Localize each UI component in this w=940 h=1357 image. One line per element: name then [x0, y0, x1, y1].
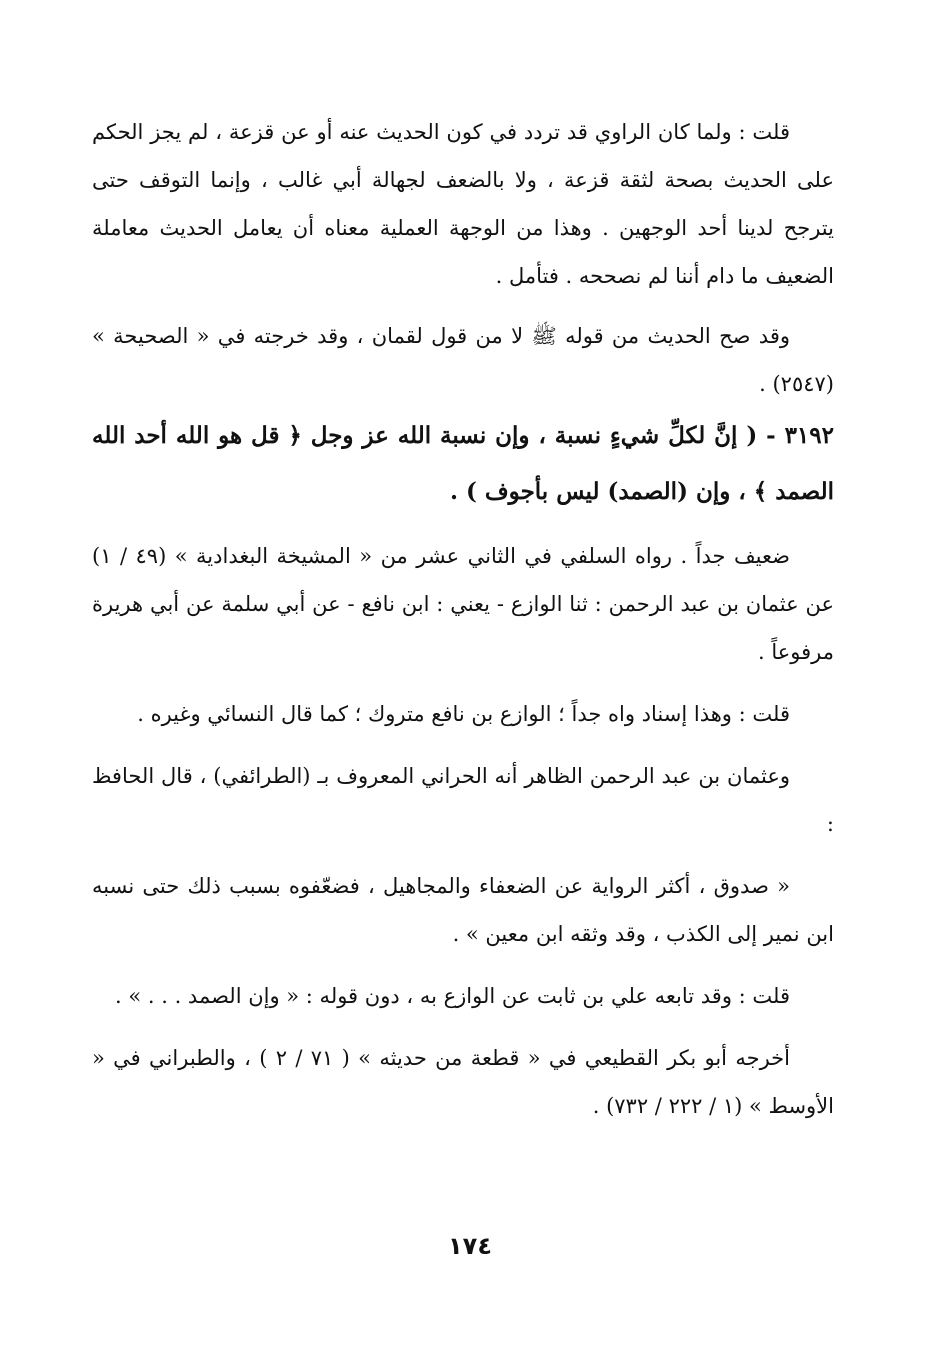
- page-number: ١٧٤: [448, 1232, 492, 1260]
- paragraph-takhrij: أخرجه أبو بكر القطيعي في « قطعة من حديثه » ( ٧١ / ٢ ) ، والطبراني في « الأوسط » (١ / ٢٢٢ / ٧٣٢) .: [92, 1046, 834, 1118]
- paragraph-hafiz-quote: « صدوق ، أكثر الرواية عن الضعفاء والمجاهيل ، فضعّفوه بسبب ذلك حتى نسبه ابن نمير إلى الكذب ، وقد وثقه ابن معين » .: [92, 874, 834, 946]
- paragraph-grading: ضعيف جداً . رواه السلفي في الثاني عشر من « المشيخة البغدادية » (٤٩ / ١) عن عثمان بن عبد الرحمن : ثنا الوازع - يعني : ابن نافع - عن أبي سلمة عن أبي هريرة مرفوعاً .: [92, 544, 834, 664]
- hadith-title: ٣١٩٢ - ( إنَّ لكلِّ شيءٍ نسبة ، وإن نسبة الله عز وجل ﴿ قل هو الله أحد الله الصمد ﴾ ، وإن (الصمد) ليس بأجوف ) .: [92, 422, 834, 505]
- paragraph-narrator-note: وعثمان بن عبد الرحمن الظاهر أنه الحراني المعروف بـ (الطرائفي) ، قال الحافظ :: [92, 764, 834, 836]
- paragraph-mutabaa: قلت : وقد تابعه علي بن ثابت عن الوازع به ، دون قوله : « وإن الصمد . . . » .: [115, 984, 790, 1008]
- paragraph-commentary-1: قلت : ولما كان الراوي قد تردد في كون الحديث عنه أو عن قزعة ، لم يجز الحكم على الحديث بصحة لثقة قزعة ، ولا بالضعف لجهالة أبي غالب ، وإنما التوقف حتى يترجح لدينا أحد الوجهين . وهذا من الوجهة العملية معناه أن يعامل الحديث معاملة الضعيف ما دام أننا لم نصححه . فتأمل .: [92, 120, 834, 288]
- paragraph-commentary-2: وقد صح الحديث من قوله ﷺ لا من قول لقمان ، وقد خرجته في « الصحيحة » (٢٥٤٧) .: [92, 324, 834, 396]
- paragraph-isnad-note: قلت : وهذا إسناد واه جداً ؛ الوازع بن نافع متروك ؛ كما قال النسائي وغيره .: [137, 702, 790, 726]
- page-body: [92, 108, 834, 1130]
